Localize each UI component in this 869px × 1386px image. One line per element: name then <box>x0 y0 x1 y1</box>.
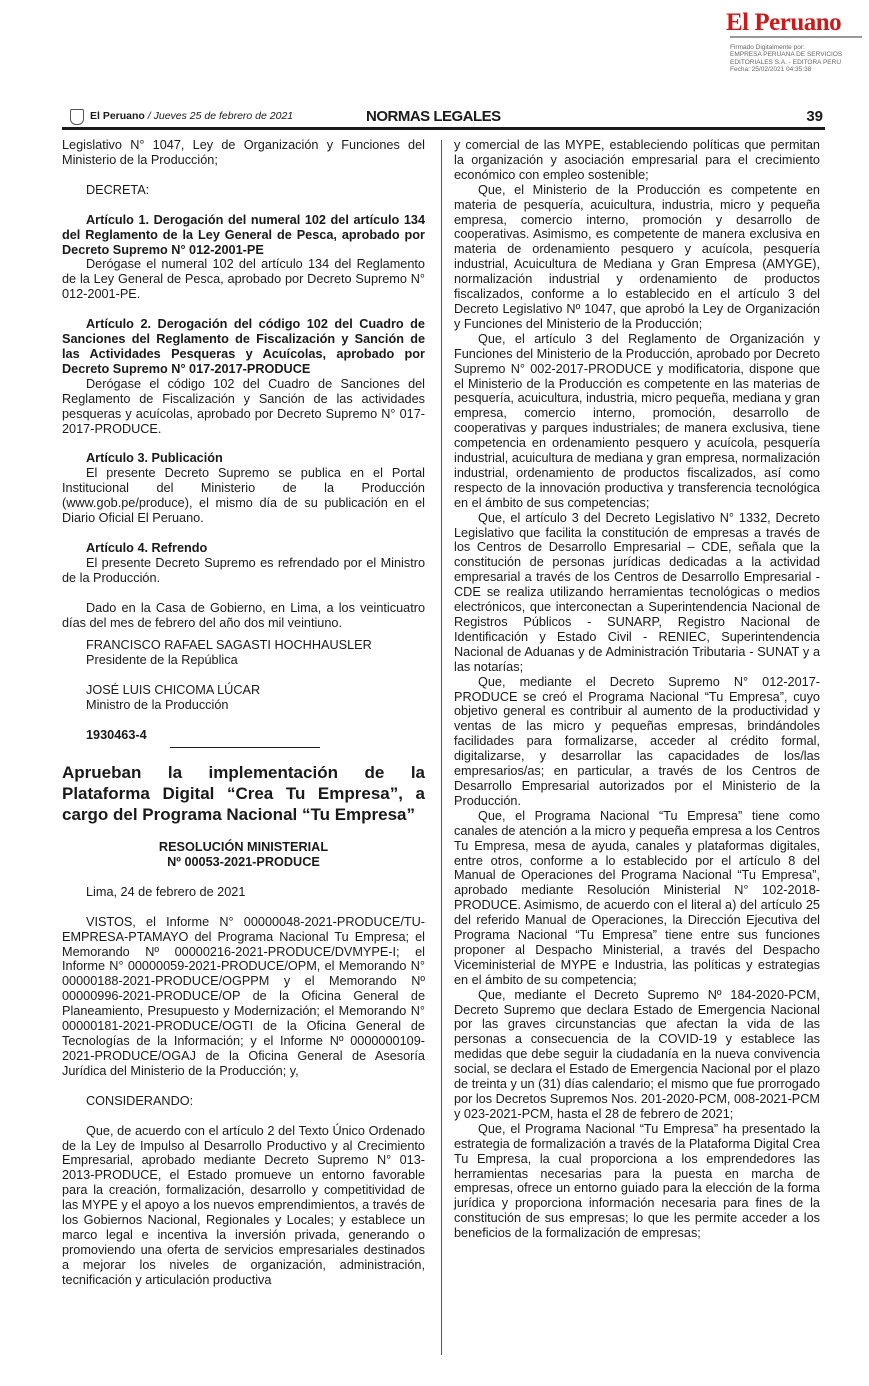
signatory-2-role: Ministro de la Producción <box>86 698 229 713</box>
article-3-title: Artículo 3. Publicación <box>86 451 223 466</box>
intro-paragraph: Legislativo N° 1047, Ley de Organización y Funciones del Ministerio de la Producción; <box>62 138 425 167</box>
right-paragraph-4: Que, el artículo 3 del Decreto Legislativo N° 1332, Decreto Legislativo que facilita la constitución de empresas a través de los Centros de Desarrollo Empresarial – CDE, señala que la constitución de personas jurídicas dedicadas a la actividad empresarial a través de los Centros de Desarrollo Empresarial - CDE se realiza utilizando herramientas tecnológicas o medios electrónicos, que interconectan a Superintendencia Nacional de Registros Públicos - SUNARP, Registro Nacional de Identificación y Estado Civil - RENIEC, Superintendencia Nacional de Aduanas y de Administración Tributaria - SUNAT y a las notarías; <box>454 510 820 674</box>
page-header <box>62 107 825 127</box>
logo-underline <box>730 36 862 38</box>
right-paragraph-6: Que, el Programa Nacional “Tu Empresa” tiene como canales de atención a la micro y pequeña empresa a los Centros Tu Empresa, mesa de ayuda, canales y plataformas digitales, entre otros, conforme a lo establecido por el artículo 8 del Manual de Operaciones del Programa Nacional “Tu Empresa”, aprobado mediante Resolución Ministerial N° 102-2018-PRODUCE. Asimismo, de acuerdo con el literal a) del artículo 25 del referido Manual de Operaciones, la Dirección Ejecutiva del Programa Nacional “Tu Empresa” tiene entre sus funciones proponer al Despacho Ministerial, a través del Despacho Viceministerial de MYPE e Industria, las políticas y estrategias en el ámbito de su competencia; <box>454 808 820 987</box>
coat-of-arms-icon <box>70 109 84 125</box>
considerando-paragraph-1: Que, de acuerdo con el artículo 2 del Texto Único Ordenado de la Ley de Impulso al Desarrollo Productivo y al Crecimiento Empresarial, aprobado mediante Decreto Supremo N° 013-2013-PRODUCE, el Estado promueve un entorno favorable para la creación, formalización, desarrollo y competitividad de las MYPE y el apoyo a los nuevos emprendimientos, a través de los Gobiernos Nacional, Regionales y Locales; y establece un marco legal e incentiva la inversión privada, generando o promoviendo una oferta de servicios empresariales destinados a mejorar los niveles de organización, administración, tecnificación y articulación productiva <box>62 1123 425 1287</box>
column-divider <box>441 140 442 1355</box>
article-4-body: El presente Decreto Supremo es refrendado por el Ministro de la Producción. <box>62 555 425 585</box>
section-separator <box>170 747 320 748</box>
right-paragraph-1: y comercial de las MYPE, estableciendo políticas que permitan la organización y asociación empresarial para el crecimiento económico con empleo sostenible; <box>454 138 820 182</box>
resolution-number: Nº 00053-2021-PRODUCE <box>167 854 320 869</box>
decreta-heading: DECRETA: <box>86 182 150 197</box>
page-number: 39 <box>806 108 823 125</box>
right-paragraph-2: Que, el Ministerio de la Producción es competente en materia de pesquería, acuicultura, industria, micro y pequeña empresa, comercio interno, promoción y desarrollo de cooperativas. Asimismo, es competente de manera exclusiva en materia de ordenamiento pesquero y acuícola, pesquería industrial, Acuicultura de Mediana y Gran Empresa (AMYGE), normalización industrial y ordenamiento de productos fiscalizados, conforme a lo establecido en el artículo 3 del Decreto Legislativo Nº 1047, que aprobó la Ley de Organización y Funciones del Ministerio de la Producción; <box>454 182 820 331</box>
signature-line: EDITORIALES S.A. - EDITORA PERU <box>730 58 842 66</box>
header-date: / Jueves 25 de febrero de 2021 <box>147 110 294 122</box>
header-section: NORMAS LEGALES <box>366 108 501 125</box>
header-newspaper: El Peruano <box>90 110 145 122</box>
signature-line: Fecha: 25/02/2021 04:35:38 <box>730 66 812 74</box>
article-4-title: Artículo 4. Refrendo <box>86 540 208 555</box>
place-date: Lima, 24 de febrero de 2021 <box>86 884 246 899</box>
right-paragraph-3: Que, el artículo 3 del Reglamento de Organización y Funciones del Ministerio de la Producción, aprobado por Decreto Supremo N° 002-2017-PRODUCE y modificatoria, dispone que el Ministerio de la Producción es competente en las materias de pesquería, acuicultura, industria, micro pequeña, mediana y gran empresa, comercio interno, promoción, desarrollo de cooperativas y parques industriales; de manera exclusiva, tiene competencia en ordenamiento pesquero y acuícola, pesquería industrial, acuicultura de mediana y gran empresa, normalización industrial, ordenamiento de productos fiscalizados, así como respecto de la innovación productiva y transferencia tecnológica en el ámbito de sus competencias; <box>454 331 821 510</box>
left-column <box>62 138 425 1288</box>
considerando-heading: CONSIDERANDO: <box>86 1093 194 1108</box>
resolution-type: RESOLUCIÓN MINISTERIAL <box>158 840 329 854</box>
resolution-headline: Aprueban la implementación de la Plataforma Digital “Crea Tu Empresa”, a cargo del Programa Nacional “Tu Empresa” <box>62 763 425 824</box>
signature-line: EMPRESA PERUANA DE SERVICIOS <box>730 51 843 59</box>
right-column <box>454 138 820 1241</box>
signature-line: Firmado Digitalmente por: <box>730 44 805 51</box>
article-2-body: Derógase el código 102 del Cuadro de Sanciones del Reglamento de Fiscalización y Sanción de las actividades pesqueras y acuícolas, aprobado por Decreto Supremo N° 017-2017-PRODUCE. <box>62 376 425 436</box>
article-1-title: Artículo 1. Derogación del numeral 102 del artículo 134 del Reglamento de la Ley General de Pesca, aprobado por Decreto Supremo N° 012-2001-PE <box>62 212 425 257</box>
header-publication <box>90 110 293 122</box>
document-code: 1930463-4 <box>86 728 147 743</box>
right-paragraph-8: Que, el Programa Nacional “Tu Empresa” ha presentado la estrategia de formalización a través de la Plataforma Digital Crea Tu Empresa, la cual proporciona a los emprendedores las herramientas necesarias para la puesta en marcha de empresas, ofrece un entorno guiado para la elección de la forma jurídica y proporciona información necesaria para fines de la constitución de sus empresas; lo que les permite acceder a los beneficios de la formalización de empresas; <box>454 1121 820 1241</box>
vistos-paragraph: VISTOS, el Informe N° 00000048-2021-PRODUCE/TU-EMPRESA-PTAMAYO del Programa Nacional Tu Empresa; el Memorando Nº 00000216-2021-PRODUCE/DVMYPE-I; el Informe N° 00000059-2021-PRODUCE/OPM, el Memorando N° 00000188-2021-PRODUCE/OGPPM y el Memorando Nº 00000996-2021-PRODUCE/OP de la Oficina General de Planeamiento, Presupuesto y Modernización; el Memorando N° 00000181-2021-PRODUCE/OGTI de la Oficina General de Tecnologías de la Información; y el Informe Nº 0000000109-2021-PRODUCE/OGAJ de la Oficina General de Asesoría Jurídica del Ministerio de la Producción; y, <box>62 914 425 1078</box>
digital-signature-stamp <box>730 44 869 74</box>
article-3-body: El presente Decreto Supremo se publica en el Portal Institucional del Ministerio de la Producción (www.gob.pe/produce), el mismo día de su publicación en el Diario Oficial El Peruano. <box>62 466 425 526</box>
signatory-1-name: FRANCISCO RAFAEL SAGASTI HOCHHAUSLER <box>86 638 372 653</box>
right-paragraph-5: Que, mediante el Decreto Supremo N° 012-2017-PRODUCE se creó el Programa Nacional “Tu Empresa”, cuyo objetivo general es contribuir al aumento de la productividad y ventas de las micro y pequeñas empresas, brindándoles facilidades para formalizarse, acceder al crédito formal, digitalizarse, y desarrollar las capacidades de los/las empresarios/as; en particular, a través de los Centros de Desarrollo Empresarial autorizados por el Ministerio de la Producción. <box>454 674 820 808</box>
header-rule <box>62 127 825 130</box>
signatory-2-name: JOSÉ LUIS CHICOMA LÚCAR <box>86 683 261 698</box>
article-1-body: Derógase el numeral 102 del artículo 134 del Reglamento de la Ley General de Pesca, aprobado por Decreto Supremo N° 012-2001-PE. <box>62 257 425 302</box>
right-paragraph-7: Que, mediante el Decreto Supremo Nº 184-2020-PCM, Decreto Supremo que declara Estado de Emergencia Nacional por las graves circunstancias que afectan la vida de las personas a consecuencia de la COVID-19 y establece las medidas que debe seguir la ciudadanía en la nueva convivencia social, se declara el Estado de Emergencia Nacional por el plazo de treinta y un (31) días calendario; el mismo que fue prorrogado por los Decretos Supremos Nos. 201-2020-PCM, 008-2021-PCM y 023-2021-PCM, hasta el 28 de febrero de 2021; <box>454 987 820 1121</box>
el-peruano-logo: El Peruano <box>726 9 842 36</box>
signatory-1-role: Presidente de la República <box>86 653 238 668</box>
article-2-title: Artículo 2. Derogación del código 102 del Cuadro de Sanciones del Reglamento de Fiscalización y Sanción de las Actividades Pesqueras y Acuícolas, aprobado por Decreto Supremo N° 017-2017-PRODUCE <box>62 317 425 376</box>
dado-paragraph: Dado en la Casa de Gobierno, en Lima, a los veinticuatro días del mes de febrero del año dos mil veintiuno. <box>62 600 425 630</box>
